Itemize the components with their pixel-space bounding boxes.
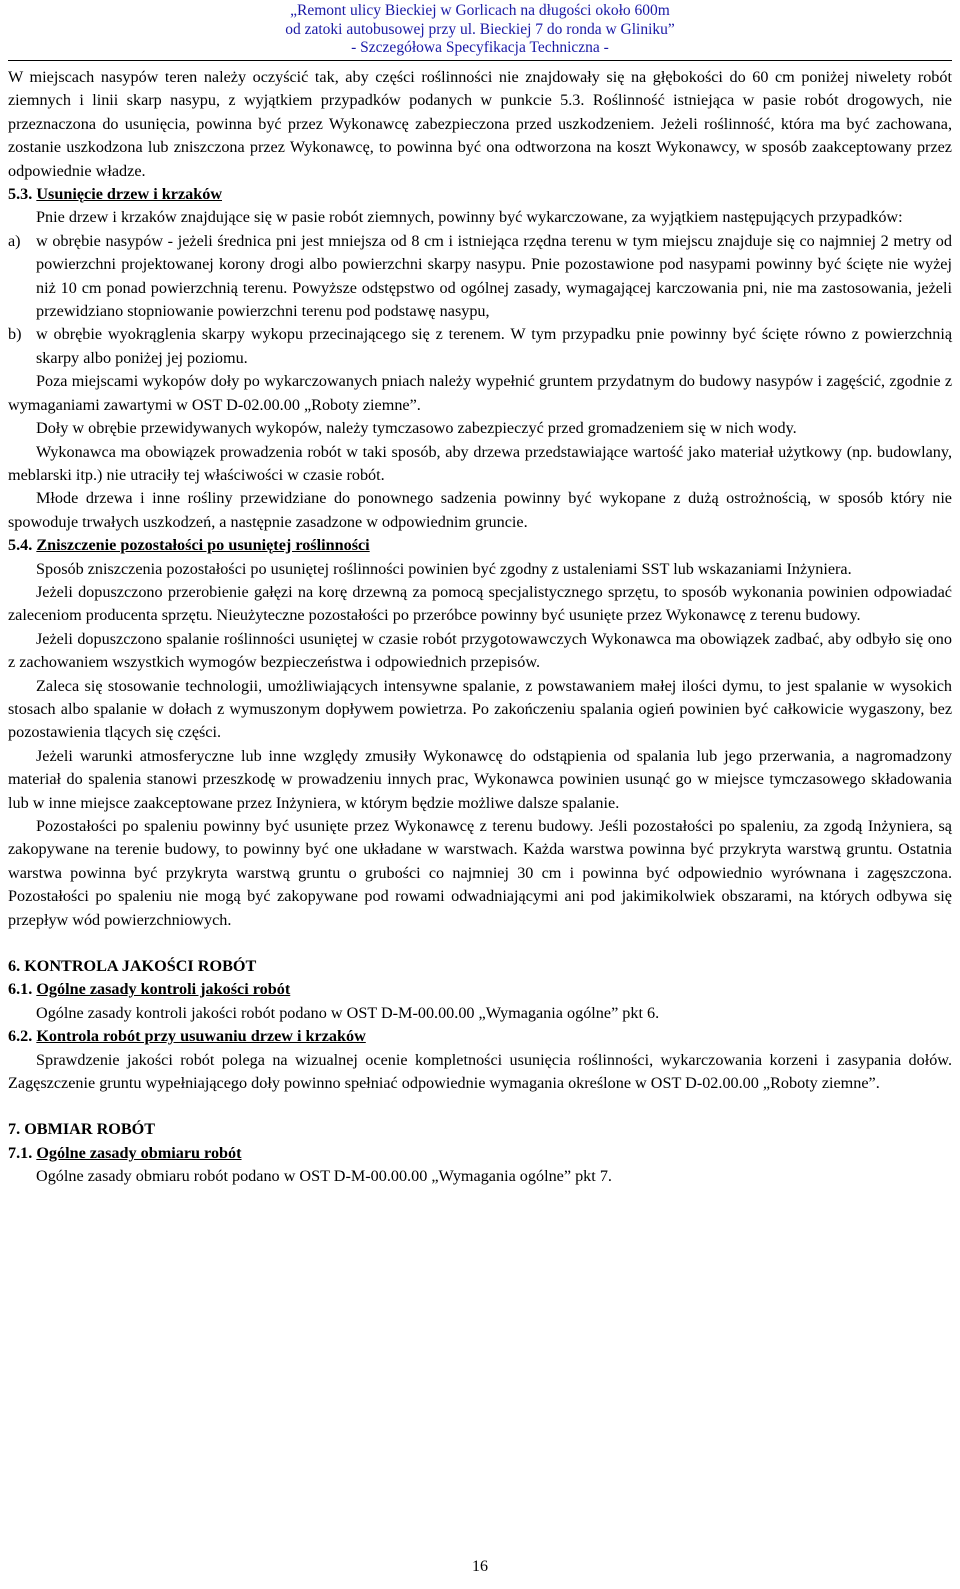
list-item-text: w obrębie wyokrąglenia skarpy wykopu przecinającego się z terenem. W tym przypadku pnie powinny być ścięte równo z powierzchnią skarpy albo poniżej jej poziomu.: [36, 325, 952, 367]
section-number: 5.4.: [8, 536, 33, 555]
section-number: 6.1.: [8, 980, 33, 999]
paragraph: Jeżeli warunki atmosferyczne lub inne względy zmusiły Wykonawcę do odstąpienia od spalania lub jego przerwania, a nagromadzony materiał do spalenia stanowi przeszkodę w prowadzeniu innych prac, Wykonawca powinien usunąć go w miejsce tymczasowego składowania lub w inne miejsce zaakceptowane przez Inżyniera, w którym będzie możliwe dalsze spalanie.: [8, 746, 952, 812]
page-number: 16: [472, 1558, 488, 1575]
section-heading-6-1: [8, 978, 952, 1001]
section-title: Zniszczenie pozostałości po usuniętej roślinności: [36, 536, 370, 555]
paragraph: Poza miejscami wykopów doły po wykarczowanych pniach należy wypełnić gruntem przydatnym do budowy nasypów i zagęścić, zgodnie z wymaganiami zawartymi w OST D-02.00.00 „Roboty ziemne”.: [8, 372, 952, 414]
paragraph: Zaleca się stosowanie technologii, umożliwiających intensywne spalanie, z powstawaniem małej ilości dymu, to jest spalanie w wysokich stosach albo spalanie w dołach z wymuszonym dopływem powietrza. Po zakończeniu spalania ogień powinien być całkowicie wygaszony, bez pozostawienia tlących się części.: [8, 676, 952, 742]
header-title-line-2: od zatoki autobusowej przy ul. Bieckiej 7 do ronda w Gliniku”: [285, 20, 675, 38]
section-number: 7.1.: [8, 1143, 33, 1162]
header-divider: [8, 60, 952, 61]
header-subtitle: - Szczegółowa Specyfikacja Techniczna -: [351, 39, 609, 56]
list-item-b: [8, 323, 952, 370]
section-heading-6-2: [8, 1025, 952, 1048]
paragraph: Doły w obrębie przewidywanych wykopów, należy tymczasowo zabezpieczyć przed gromadzeniem się w nich wody.: [36, 419, 797, 438]
paragraph: Ogólne zasady obmiaru robót podano w OST D-M-00.00.00 „Wymagania ogólne” pkt 7.: [36, 1167, 612, 1186]
header-title-line-1: „Remont ulicy Bieckiej w Gorlicach na długości około 600m: [290, 2, 670, 19]
intro-paragraph: W miejscach nasypów teren należy oczyścić tak, aby części roślinności nie znajdowały się na głębokości do 60 cm poniżej niwelety robót ziemnych i linii skarp nasypu, z wyjątkiem przypadków podanych w punkcie 5.3. Roślinność istniejąca w pasie robót drogowych, nie przeznaczona do usunięcia, powinna być przez Wykonawcę zabezpieczona przed uszkodzeniem. Jeżeli roślinność, która ma być zachowana, zostanie uszkodzona lub zniszczona przez Wykonawcę, to powinna być ona odtworzona na koszt Wykonawcy, w sposób zaakceptowany przez odpowiednie władze.: [8, 68, 952, 180]
paragraph: Sprawdzenie jakości robót polega na wizualnej ocenie kompletności usunięcia roślinności, wykarczowania korzeni i zasypania dołów. Zagęszczenie gruntu wypełniającego doły powinno spełniać odpowiednie wymagania określone w OST D-02.00.00 „Roboty ziemne”.: [8, 1050, 952, 1093]
section-number: 5.3.: [8, 185, 33, 204]
paragraph: Sposób zniszczenia pozostałości po usuniętej roślinności powinien być zgodny z ustaleniami SST lub wskazaniami Inżyniera.: [36, 559, 852, 578]
list-marker: b): [8, 325, 22, 344]
section-heading-5-4: [8, 534, 952, 557]
list-marker: a): [8, 231, 21, 250]
paragraph: Ogólne zasady kontroli jakości robót podano w OST D-M-00.00.00 „Wymagania ogólne” pkt 6.: [36, 1003, 660, 1022]
section-title: Kontrola robót przy usuwaniu drzew i krzaków: [36, 1027, 366, 1046]
paragraph: Jeżeli dopuszczono spalanie roślinności usuniętej w czasie robót przygotowawczych Wykonawca ma obowiązek zadbać, aby odbyło się ono z zachowaniem wszystkich wymogów bezpieczeństwa i odpowiednich przepisów.: [8, 629, 952, 672]
list-item-text: w obrębie nasypów - jeżeli średnica pni jest mniejsza od 8 cm i istniejąca rzędna terenu w tym miejscu znajduje się co najmniej 2 metry od powierzchni projektowanej korony drogi albo powierzchni skarpy nasypu. Pnie pozostawione pod nasypami powinny być ścięte nie wyżej niż 10 cm ponad powierzchnią terenu. Powyższe odstępstwo od ogólnej zasady, wymagającej karczowania pni, nie ma zastosowania, jeżeli przewidziano stopniowanie powierzchni terenu pod podstawę nasypu,: [36, 231, 952, 321]
paragraph: Młode drzewa i inne rośliny przewidziane do ponownego sadzenia powinny być wykopane z dużą ostrożnością, w sposób który nie spowoduje trwałych uszkodzeń, a następnie zasadzone w odpowiednim gruncie.: [8, 489, 952, 531]
paragraph: Pozostałości po spaleniu powinny być usunięte przez Wykonawcę z terenu budowy. Jeśli pozostałości po spaleniu, za zgodą Inżyniera, są zakopywane na terenie budowy, to powinny być one układane w warstwach. Każda warstwa powinna być przykryta warstwą gruntu. Ostatnia warstwa powinna być przykryta warstwą gruntu o grubości co najmniej 30 cm i powinna być odpowiednio wyrównana i zagęszczona. Pozostałości po spaleniu nie mogą być zakopywane pod rowami odwadniającymi ani pod jakimikolwiek obszarami, na których odbywa się przepływ wód powierzchniowych.: [8, 817, 952, 929]
section-heading-5-3: [8, 183, 952, 206]
chapter-heading-7: 7. OBMIAR ROBÓT: [8, 1120, 156, 1139]
document-body: [8, 66, 952, 1189]
paragraph: Wykonawca ma obowiązek prowadzenia robót w taki sposób, aby drzewa przedstawiające wartość jako materiał użytkowy (np. budowlany, meblarski itp.) nie utraciły tej właściwości w czasie robót.: [8, 442, 952, 484]
section-number: 6.2.: [8, 1027, 33, 1046]
chapter-heading-6: 6. KONTROLA JAKOŚCI ROBÓT: [8, 957, 257, 976]
paragraph: Pnie drzew i krzaków znajdujące się w pasie robót ziemnych, powinny być wykarczowane, za wyjątkiem następujących przypadków:: [36, 208, 903, 227]
section-title: Usunięcie drzew i krzaków: [36, 185, 223, 204]
section-title: Ogólne zasady obmiaru robót: [36, 1143, 242, 1162]
section-title: Ogólne zasady kontroli jakości robót: [36, 980, 291, 999]
section-heading-7-1: [8, 1142, 952, 1165]
list-item-a: [8, 230, 952, 324]
paragraph: Jeżeli dopuszczono przerobienie gałęzi na korę drzewną za pomocą specjalistycznego sprzętu, to sposób wykonania powinien odpowiadać zaleceniom producenta sprzętu. Nieużyteczne pozostałości po przeróbce powinny być usunięte przez Wykonawcę z terenu budowy.: [8, 582, 952, 625]
page-header: [0, 2, 960, 58]
